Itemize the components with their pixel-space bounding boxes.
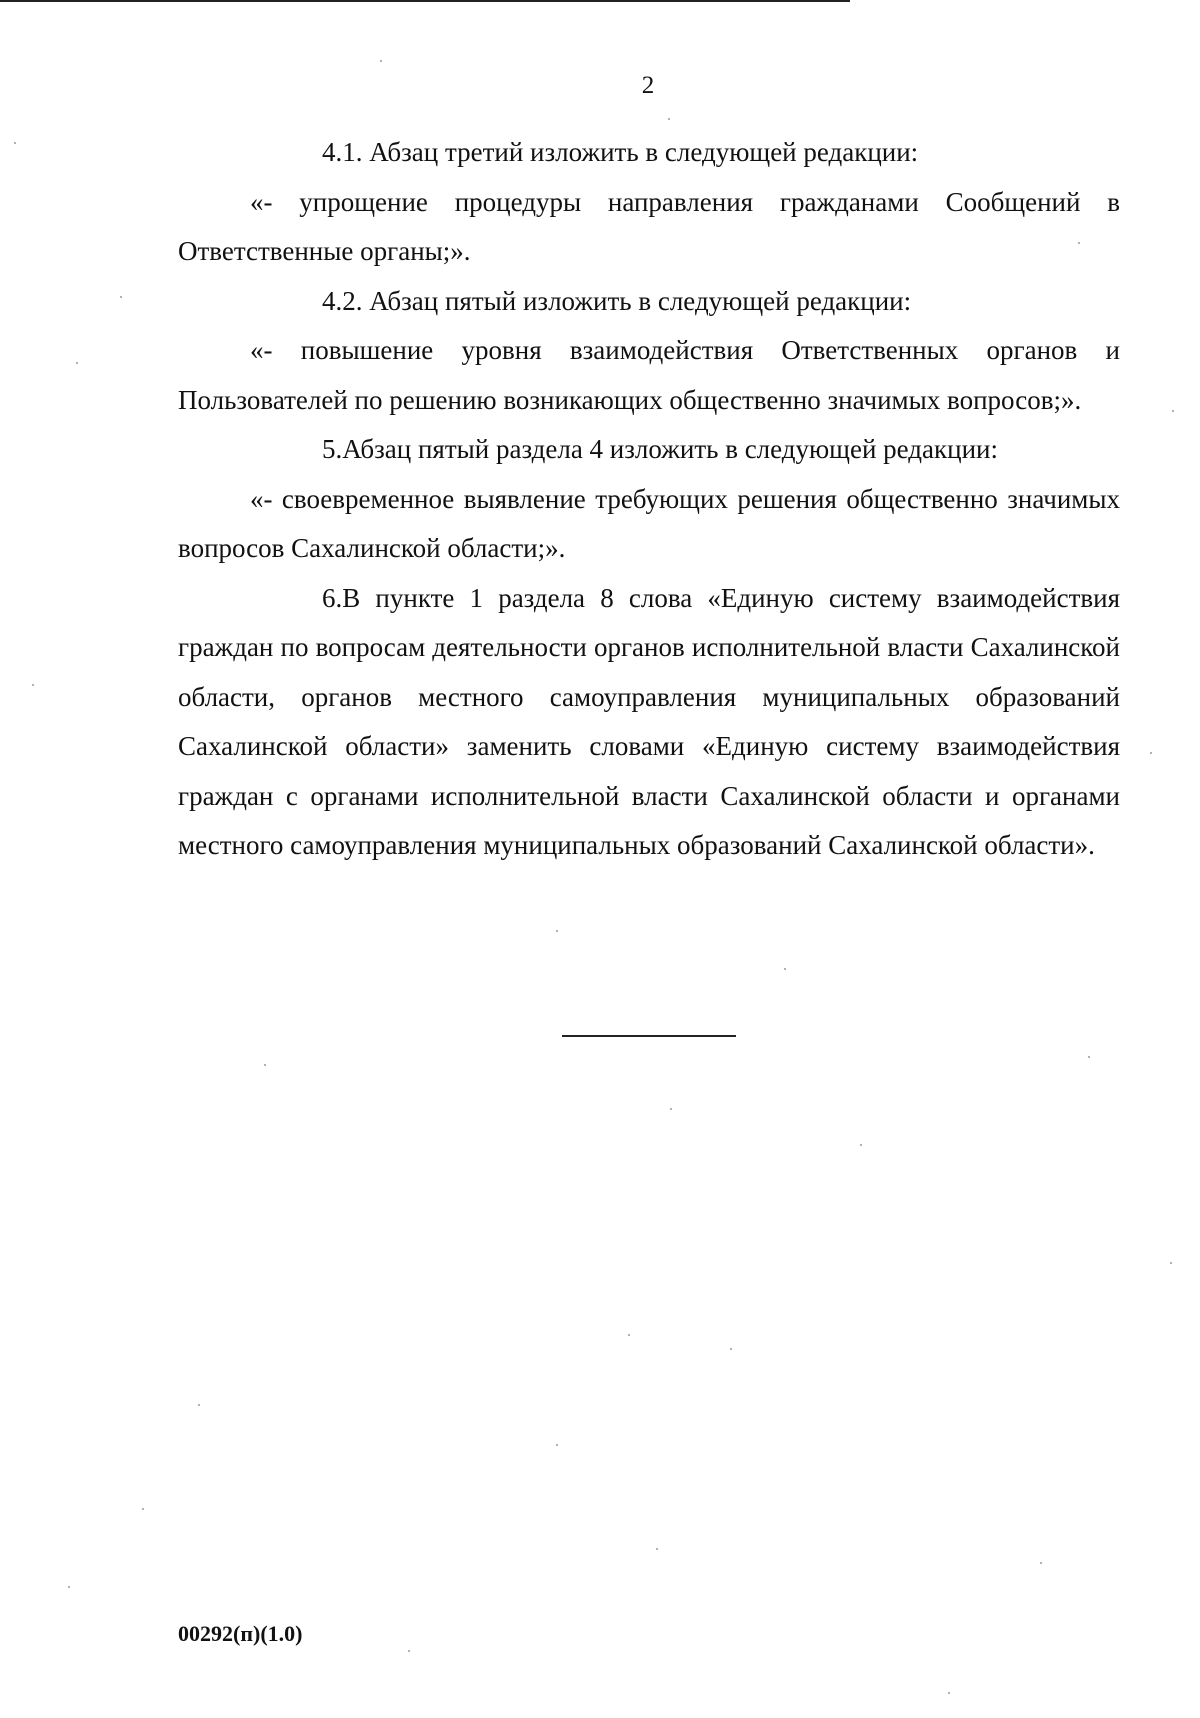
- page-number: 2: [641, 72, 655, 99]
- paragraph-5: [178, 425, 1120, 475]
- paragraph-4-2-quote: [178, 326, 1120, 425]
- scan-speck: [1040, 1562, 1042, 1564]
- paragraph-4-2: [178, 277, 1120, 327]
- paragraph-text: В пункте 1 раздела 8 слова «Единую систему взаимодействия граждан по вопросам деятельности органов исполнительной власти Сахалинской области, органов местного самоуправления муниципальных образований Сахалинской области» заменить словами «Единую систему взаимодействия граждан с органами исполнительной власти Сахалинской области и органами местного самоуправления муниципальных образований Сахалинской области».: [178, 582, 1120, 860]
- paragraph-number: 4.2.: [322, 285, 363, 316]
- scan-speck: [1170, 1262, 1172, 1264]
- scan-speck: [408, 1650, 410, 1652]
- scan-speck: [264, 1064, 266, 1066]
- scan-speck: [1172, 410, 1174, 412]
- scan-speck: [656, 1548, 658, 1550]
- paragraph-text: Абзац третий изложить в следующей редакции:: [369, 137, 919, 167]
- scan-speck: [32, 684, 34, 686]
- scan-speck: [1150, 752, 1152, 754]
- paragraph-text: «- повышение уровня взаимодействия Ответственных органов и Пользователей по решению возникающих общественно значимых вопросов;».: [178, 335, 1120, 415]
- scan-speck: [1078, 242, 1080, 244]
- scan-speck: [14, 142, 16, 144]
- separator-line: [562, 1035, 736, 1037]
- paragraph-number: 6.: [322, 582, 343, 613]
- paragraph-6: [178, 574, 1120, 871]
- scan-speck: [198, 1404, 200, 1406]
- scan-speck: [556, 1444, 558, 1446]
- scan-speck: [860, 1144, 862, 1146]
- paragraph-text: «- своевременное выявление требующих решения общественно значимых вопросов Сахалинской области;».: [178, 483, 1120, 563]
- paragraph-5-quote: [178, 475, 1120, 574]
- scan-speck: [120, 296, 122, 298]
- paragraph-number: 5.: [322, 434, 343, 464]
- paragraph-4-1: [178, 128, 1120, 178]
- scan-speck: [730, 1348, 732, 1350]
- scan-speck: [668, 118, 670, 120]
- scan-speck: [1088, 1056, 1090, 1058]
- paragraph-number: 4.1.: [322, 137, 363, 167]
- scan-speck: [556, 930, 558, 932]
- scan-speck: [784, 968, 786, 970]
- scan-speck: [670, 1108, 672, 1110]
- scan-speck: [380, 60, 382, 62]
- paragraph-text: Абзац пятый изложить в следующей редакции:: [369, 285, 912, 316]
- scan-speck: [628, 1334, 630, 1336]
- paragraph-4-1-quote: [178, 178, 1120, 277]
- scan-speck: [68, 1586, 70, 1588]
- scan-speck: [76, 362, 78, 364]
- scan-speck: [142, 1508, 144, 1510]
- paragraph-text: Абзац пятый раздела 4 изложить в следующей редакции:: [342, 434, 998, 464]
- document-code: 00292(п)(1.0): [178, 1621, 303, 1646]
- top-edge-rule: [0, 0, 850, 2]
- scan-speck: [948, 1692, 950, 1694]
- document-body: [178, 128, 1120, 871]
- paragraph-text: «- упрощение процедуры направления гражданами Сообщений в Ответственные органы;».: [178, 186, 1120, 266]
